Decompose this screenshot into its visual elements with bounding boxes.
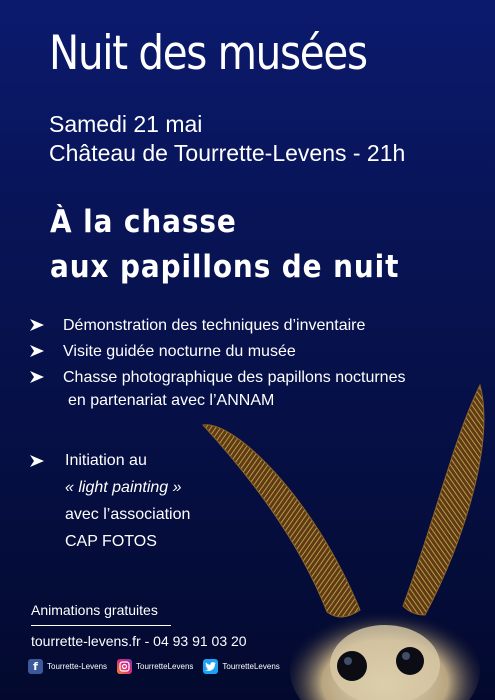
social-label: Tourrette-Levens — [47, 662, 108, 671]
list-item — [30, 340, 405, 363]
workshop-item — [30, 447, 190, 555]
workshop-line-2: « light painting » — [65, 479, 182, 496]
arrow-bullet-icon — [30, 345, 44, 357]
event-venue: Château de Tourrette-Levens - 21h — [49, 140, 406, 166]
workshop-line-3: avec l’association — [65, 506, 191, 523]
activity-text: Démonstration des techniques d’inventaire — [63, 317, 366, 334]
list-item — [30, 314, 405, 337]
poster-title: Nuit des musées — [49, 26, 367, 81]
event-date: Samedi 21 mai — [49, 111, 203, 137]
event-headline — [50, 200, 399, 290]
free-activities-note: Animations gratuites — [31, 602, 158, 618]
social-label: TourretteLevens — [136, 662, 194, 671]
contact-info: tourrette-levens.fr - 04 93 91 03 20 — [31, 633, 247, 649]
activity-text: Chasse photographique des papillons nocturnes — [63, 369, 406, 386]
instagram-icon — [117, 659, 132, 674]
facebook-icon: f — [28, 659, 43, 674]
social-instagram[interactable] — [117, 659, 193, 674]
event-details — [49, 110, 405, 168]
workshop-line-1: Initiation au — [65, 452, 147, 469]
arrow-bullet-icon — [30, 319, 44, 331]
arrow-bullet-icon — [30, 455, 44, 467]
arrow-bullet-icon — [30, 371, 44, 383]
headline-line-1: À la chasse — [50, 204, 237, 240]
social-label: TourretteLevens — [222, 662, 280, 671]
workshop-line-4: CAP FOTOS — [65, 533, 157, 550]
social-links — [28, 659, 290, 674]
activity-text: Visite guidée nocturne du musée — [63, 343, 296, 360]
moth-photo — [195, 380, 495, 700]
footer-divider — [31, 625, 171, 626]
headline-line-2: aux papillons de nuit — [50, 249, 400, 285]
social-twitter[interactable] — [203, 659, 279, 674]
activity-continuation: en partenariat avec l’ANNAM — [68, 392, 275, 409]
social-facebook[interactable] — [28, 659, 107, 674]
twitter-icon — [203, 659, 218, 674]
